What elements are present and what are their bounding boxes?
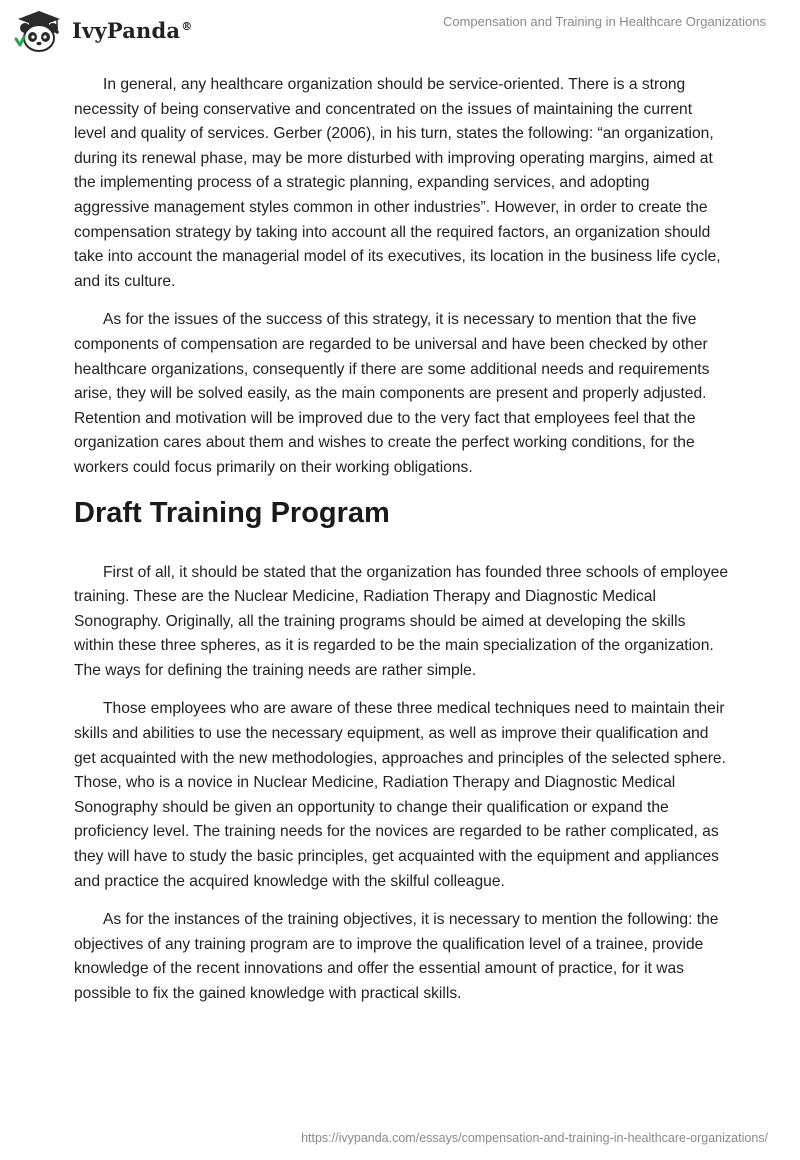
source-url-link[interactable]: https://ivypanda.com/essays/compensation-and-training-in-healthcare-organizations/ (301, 1131, 768, 1145)
essay-body (74, 73, 728, 1021)
paragraph: In general, any healthcare organization should be service-oriented. There is a strong necessity of being conservative and concentrated on the issues of maintaining the current level and quality of services. Gerber (2006), in his turn, states the following: “an organization, during its renewal phase, may be more disturbed with improving operating margins, aimed at the implementing process of a strategic planning, expanding services, and adopting aggressive management styles common in other industries”. However, in order to create the compensation strategy by taking into account all the required factors, an organization should take into account the managerial model of its executives, its location in the business life cycle, and its culture. (74, 76, 721, 290)
page-header (0, 0, 800, 60)
panda-logo-icon (14, 9, 64, 53)
document-title: Compensation and Training in Healthcare Organizations (442, 14, 766, 29)
ivypanda-logo[interactable] (14, 9, 192, 53)
paragraph: First of all, it should be stated that the organization has founded three schools of employee training. These are the Nuclear Medicine, Radiation Therapy and Diagnostic Medical Sonography. Originally, all the training programs should be aimed at developing the skills within these three spheres, as it is regarded to be the main specialization of the organization. The ways for defining the training needs are rather simple. (74, 563, 728, 679)
brand-name: IvyPanda® (72, 18, 193, 43)
paragraph: As for the instances of the training objectives, it is necessary to mention the following: the objectives of any training program are to improve the qualification level of a trainee, provide knowledge of the recent innovations and offer the essential amount of practice, for it was possible to fix the gained knowledge with practical skills. (74, 911, 719, 1002)
section-heading: Draft Training Program (74, 496, 390, 529)
paragraph: Those employees who are aware of these three medical techniques need to maintain their skills and abilities to use the necessary equipment, as well as improve their qualification and get acquainted with the new methodologies, approaches and principles of the selected sphere. Those, who is a novice in Nuclear Medicine, Radiation Therapy and Diagnostic Medical Sonography should be given an opportunity to change their qualification or expand the proficiency level. The training needs for the novices are regarded to be rather complicated, as they will have to study the basic principles, get acquainted with the equipment and appliances and practice the acquired knowledge with the skilful colleague. (74, 700, 726, 890)
paragraph: As for the issues of the success of this strategy, it is necessary to mention that the five components of compensation are regarded to be universal and have been checked by other healthcare organizations, consequently if there are some additional needs and requirements arise, they will be solved easily, as the main components are present and properly adjusted. Retention and motivation will be improved due to the very fact that employees feel that the organization cares about them and wishes to create the perfect working conditions, for the workers could focus primarily on their working obligations. (74, 311, 710, 476)
